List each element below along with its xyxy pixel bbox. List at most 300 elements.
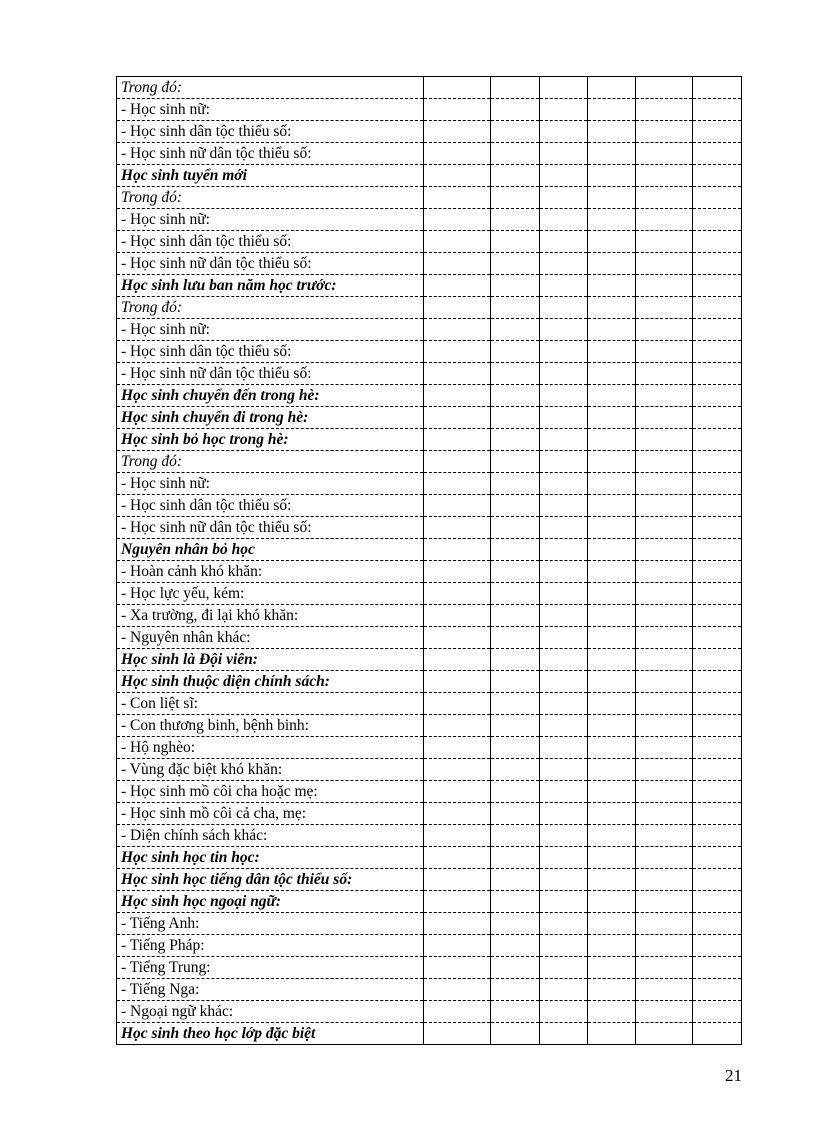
- value-cell: [540, 165, 588, 187]
- value-cell: [491, 275, 540, 297]
- value-cell: [693, 605, 742, 627]
- value-cell: [540, 847, 588, 869]
- value-cell: [424, 473, 491, 495]
- table-row: [117, 539, 742, 561]
- row-label: Trong đó:: [117, 187, 424, 209]
- value-cell: [588, 121, 636, 143]
- table-row: [117, 671, 742, 693]
- value-cell: [588, 979, 636, 1001]
- row-label: - Tiếng Nga:: [117, 979, 424, 1001]
- value-cell: [588, 473, 636, 495]
- value-cell: [693, 693, 742, 715]
- value-cell: [636, 605, 693, 627]
- value-cell: [491, 1023, 540, 1045]
- value-cell: [491, 363, 540, 385]
- value-cell: [693, 539, 742, 561]
- value-cell: [540, 231, 588, 253]
- value-cell: [540, 121, 588, 143]
- value-cell: [424, 583, 491, 605]
- table-row: [117, 165, 742, 187]
- value-cell: [540, 143, 588, 165]
- value-cell: [636, 935, 693, 957]
- value-cell: [588, 77, 636, 99]
- row-label: Trong đó:: [117, 297, 424, 319]
- value-cell: [588, 187, 636, 209]
- value-cell: [588, 143, 636, 165]
- row-label: - Học sinh nữ:: [117, 209, 424, 231]
- value-cell: [491, 121, 540, 143]
- value-cell: [491, 693, 540, 715]
- value-cell: [693, 297, 742, 319]
- value-cell: [693, 473, 742, 495]
- value-cell: [491, 407, 540, 429]
- value-cell: [424, 627, 491, 649]
- table-row: [117, 1001, 742, 1023]
- value-cell: [693, 979, 742, 1001]
- table-row: [117, 891, 742, 913]
- value-cell: [424, 935, 491, 957]
- value-cell: [540, 341, 588, 363]
- value-cell: [491, 1001, 540, 1023]
- value-cell: [693, 385, 742, 407]
- value-cell: [424, 869, 491, 891]
- table-row: [117, 935, 742, 957]
- value-cell: [693, 429, 742, 451]
- row-label: - Nguyên nhân khác:: [117, 627, 424, 649]
- value-cell: [540, 891, 588, 913]
- value-cell: [424, 693, 491, 715]
- value-cell: [588, 913, 636, 935]
- value-cell: [424, 847, 491, 869]
- value-cell: [693, 671, 742, 693]
- table-row: [117, 187, 742, 209]
- value-cell: [491, 891, 540, 913]
- value-cell: [636, 737, 693, 759]
- table-row: [117, 583, 742, 605]
- value-cell: [588, 891, 636, 913]
- value-cell: [588, 561, 636, 583]
- value-cell: [424, 825, 491, 847]
- value-cell: [588, 803, 636, 825]
- value-cell: [424, 715, 491, 737]
- value-cell: [693, 275, 742, 297]
- table-row: [117, 451, 742, 473]
- value-cell: [491, 561, 540, 583]
- value-cell: [424, 605, 491, 627]
- value-cell: [636, 385, 693, 407]
- value-cell: [540, 429, 588, 451]
- value-cell: [636, 187, 693, 209]
- value-cell: [424, 913, 491, 935]
- row-label: Học sinh học tiếng dân tộc thiểu số:: [117, 869, 424, 891]
- value-cell: [588, 781, 636, 803]
- value-cell: [491, 671, 540, 693]
- value-cell: [540, 539, 588, 561]
- value-cell: [540, 517, 588, 539]
- value-cell: [540, 275, 588, 297]
- value-cell: [588, 363, 636, 385]
- row-label: - Tiếng Anh:: [117, 913, 424, 935]
- value-cell: [588, 539, 636, 561]
- table-row: [117, 341, 742, 363]
- value-cell: [636, 715, 693, 737]
- value-cell: [540, 627, 588, 649]
- value-cell: [693, 143, 742, 165]
- value-cell: [693, 1001, 742, 1023]
- table-row: [117, 913, 742, 935]
- value-cell: [424, 253, 491, 275]
- value-cell: [588, 869, 636, 891]
- value-cell: [588, 715, 636, 737]
- value-cell: [636, 99, 693, 121]
- value-cell: [636, 363, 693, 385]
- value-cell: [636, 341, 693, 363]
- value-cell: [424, 561, 491, 583]
- value-cell: [693, 825, 742, 847]
- table-row: [117, 737, 742, 759]
- table-row: [117, 319, 742, 341]
- row-label: - Học sinh mồ côi cha hoặc mẹ:: [117, 781, 424, 803]
- table-row: [117, 1023, 742, 1045]
- value-cell: [588, 451, 636, 473]
- value-cell: [491, 979, 540, 1001]
- row-label: - Con liệt sĩ:: [117, 693, 424, 715]
- value-cell: [636, 759, 693, 781]
- row-label: - Con thương binh, bệnh binh:: [117, 715, 424, 737]
- value-cell: [693, 407, 742, 429]
- value-cell: [424, 407, 491, 429]
- value-cell: [540, 693, 588, 715]
- value-cell: [693, 913, 742, 935]
- value-cell: [636, 891, 693, 913]
- value-cell: [540, 495, 588, 517]
- row-label: - Học sinh nữ dân tộc thiểu số:: [117, 143, 424, 165]
- value-cell: [693, 77, 742, 99]
- value-cell: [636, 407, 693, 429]
- value-cell: [491, 297, 540, 319]
- table-row: [117, 99, 742, 121]
- value-cell: [491, 627, 540, 649]
- row-label: - Học sinh nữ dân tộc thiểu số:: [117, 363, 424, 385]
- value-cell: [491, 231, 540, 253]
- row-label: Học sinh là Đội viên:: [117, 649, 424, 671]
- value-cell: [491, 781, 540, 803]
- value-cell: [424, 209, 491, 231]
- value-cell: [540, 363, 588, 385]
- value-cell: [636, 231, 693, 253]
- value-cell: [693, 209, 742, 231]
- table-row: [117, 803, 742, 825]
- row-label: Học sinh thuộc diện chính sách:: [117, 671, 424, 693]
- value-cell: [636, 627, 693, 649]
- value-cell: [491, 539, 540, 561]
- value-cell: [491, 517, 540, 539]
- value-cell: [540, 715, 588, 737]
- value-cell: [491, 825, 540, 847]
- value-cell: [636, 847, 693, 869]
- value-cell: [693, 517, 742, 539]
- value-cell: [588, 407, 636, 429]
- value-cell: [636, 693, 693, 715]
- value-cell: [588, 649, 636, 671]
- value-cell: [588, 165, 636, 187]
- table-row: [117, 649, 742, 671]
- value-cell: [693, 1023, 742, 1045]
- value-cell: [540, 473, 588, 495]
- value-cell: [424, 297, 491, 319]
- table-row: [117, 693, 742, 715]
- value-cell: [424, 891, 491, 913]
- row-label: - Tiếng Trung:: [117, 957, 424, 979]
- value-cell: [491, 935, 540, 957]
- value-cell: [588, 231, 636, 253]
- value-cell: [693, 495, 742, 517]
- value-cell: [693, 561, 742, 583]
- value-cell: [491, 737, 540, 759]
- row-label: - Hoàn cảnh khó khăn:: [117, 561, 424, 583]
- row-label: Học sinh học ngoại ngữ:: [117, 891, 424, 913]
- value-cell: [491, 451, 540, 473]
- value-cell: [491, 847, 540, 869]
- value-cell: [491, 77, 540, 99]
- value-cell: [424, 539, 491, 561]
- value-cell: [636, 539, 693, 561]
- row-label: - Xa trường, đi lại khó khăn:: [117, 605, 424, 627]
- value-cell: [636, 979, 693, 1001]
- value-cell: [491, 385, 540, 407]
- table-row: [117, 715, 742, 737]
- value-cell: [491, 165, 540, 187]
- value-cell: [424, 759, 491, 781]
- value-cell: [636, 803, 693, 825]
- value-cell: [540, 605, 588, 627]
- value-cell: [491, 495, 540, 517]
- table-row: [117, 957, 742, 979]
- value-cell: [424, 187, 491, 209]
- value-cell: [588, 935, 636, 957]
- table-row: [117, 385, 742, 407]
- row-label: - Học sinh dân tộc thiểu số:: [117, 121, 424, 143]
- value-cell: [588, 759, 636, 781]
- value-cell: [693, 649, 742, 671]
- value-cell: [491, 253, 540, 275]
- value-cell: [636, 275, 693, 297]
- value-cell: [693, 363, 742, 385]
- value-cell: [540, 583, 588, 605]
- value-cell: [540, 77, 588, 99]
- table-row: [117, 847, 742, 869]
- value-cell: [588, 99, 636, 121]
- value-cell: [491, 583, 540, 605]
- value-cell: [424, 319, 491, 341]
- row-label: Trong đó:: [117, 77, 424, 99]
- row-label: - Vùng đặc biệt khó khăn:: [117, 759, 424, 781]
- value-cell: [540, 759, 588, 781]
- value-cell: [424, 957, 491, 979]
- value-cell: [424, 781, 491, 803]
- table-row: [117, 473, 742, 495]
- row-label: Học sinh học tin học:: [117, 847, 424, 869]
- row-label: Học sinh bỏ học trong hè:: [117, 429, 424, 451]
- value-cell: [588, 275, 636, 297]
- value-cell: [636, 495, 693, 517]
- value-cell: [588, 319, 636, 341]
- value-cell: [588, 517, 636, 539]
- value-cell: [491, 187, 540, 209]
- value-cell: [636, 451, 693, 473]
- row-label: - Học sinh dân tộc thiểu số:: [117, 341, 424, 363]
- table-row: [117, 231, 742, 253]
- value-cell: [540, 385, 588, 407]
- value-cell: [424, 737, 491, 759]
- row-label: - Học sinh nữ dân tộc thiểu số:: [117, 517, 424, 539]
- value-cell: [540, 209, 588, 231]
- value-cell: [636, 297, 693, 319]
- value-cell: [424, 451, 491, 473]
- value-cell: [693, 627, 742, 649]
- value-cell: [540, 649, 588, 671]
- value-cell: [636, 517, 693, 539]
- value-cell: [540, 869, 588, 891]
- value-cell: [636, 143, 693, 165]
- value-cell: [424, 385, 491, 407]
- value-cell: [424, 979, 491, 1001]
- value-cell: [424, 341, 491, 363]
- page-number: 21: [725, 1066, 742, 1085]
- row-label: Trong đó:: [117, 451, 424, 473]
- value-cell: [491, 803, 540, 825]
- value-cell: [424, 231, 491, 253]
- value-cell: [693, 803, 742, 825]
- value-cell: [588, 847, 636, 869]
- table-row: [117, 77, 742, 99]
- table-row: [117, 627, 742, 649]
- value-cell: [636, 473, 693, 495]
- value-cell: [588, 957, 636, 979]
- table-row: [117, 143, 742, 165]
- value-cell: [424, 77, 491, 99]
- value-cell: [636, 957, 693, 979]
- row-label: - Học sinh nữ dân tộc thiểu số:: [117, 253, 424, 275]
- value-cell: [588, 627, 636, 649]
- value-cell: [540, 913, 588, 935]
- value-cell: [693, 847, 742, 869]
- value-cell: [491, 869, 540, 891]
- value-cell: [491, 473, 540, 495]
- row-label: Học sinh theo học lớp đặc biệt: [117, 1023, 424, 1045]
- row-label: Học sinh chuyển đi trong hè:: [117, 407, 424, 429]
- value-cell: [588, 1001, 636, 1023]
- value-cell: [588, 605, 636, 627]
- table-row: [117, 121, 742, 143]
- table-row: [117, 253, 742, 275]
- value-cell: [540, 253, 588, 275]
- value-cell: [636, 1001, 693, 1023]
- value-cell: [540, 1023, 588, 1045]
- row-label: - Tiếng Pháp:: [117, 935, 424, 957]
- value-cell: [424, 495, 491, 517]
- value-cell: [636, 869, 693, 891]
- value-cell: [540, 561, 588, 583]
- row-label: - Học sinh nữ:: [117, 473, 424, 495]
- value-cell: [693, 231, 742, 253]
- table-row: [117, 429, 742, 451]
- value-cell: [693, 187, 742, 209]
- value-cell: [424, 1023, 491, 1045]
- table-row: [117, 561, 742, 583]
- value-cell: [636, 825, 693, 847]
- value-cell: [424, 649, 491, 671]
- value-cell: [693, 891, 742, 913]
- value-cell: [636, 671, 693, 693]
- table-row: [117, 979, 742, 1001]
- value-cell: [636, 781, 693, 803]
- value-cell: [540, 671, 588, 693]
- table-row: [117, 407, 742, 429]
- row-label: - Học sinh dân tộc thiểu số:: [117, 495, 424, 517]
- value-cell: [540, 979, 588, 1001]
- table-row: [117, 297, 742, 319]
- statistics-table: [116, 76, 742, 1045]
- value-cell: [424, 517, 491, 539]
- row-label: - Học sinh nữ:: [117, 99, 424, 121]
- value-cell: [491, 957, 540, 979]
- value-cell: [693, 99, 742, 121]
- value-cell: [693, 759, 742, 781]
- table-row: [117, 275, 742, 297]
- row-label: - Diện chính sách khác:: [117, 825, 424, 847]
- value-cell: [588, 1023, 636, 1045]
- value-cell: [491, 319, 540, 341]
- value-cell: [693, 583, 742, 605]
- value-cell: [636, 913, 693, 935]
- row-label: - Học sinh dân tộc thiểu số:: [117, 231, 424, 253]
- value-cell: [636, 583, 693, 605]
- table-row: [117, 759, 742, 781]
- value-cell: [491, 715, 540, 737]
- value-cell: [540, 957, 588, 979]
- value-cell: [491, 209, 540, 231]
- value-cell: [491, 649, 540, 671]
- row-label: Học sinh tuyển mới: [117, 165, 424, 187]
- value-cell: [588, 583, 636, 605]
- value-cell: [588, 253, 636, 275]
- value-cell: [636, 121, 693, 143]
- table-row: [117, 517, 742, 539]
- value-cell: [693, 935, 742, 957]
- value-cell: [540, 319, 588, 341]
- table-row: [117, 781, 742, 803]
- value-cell: [540, 803, 588, 825]
- row-label: - Hộ nghèo:: [117, 737, 424, 759]
- row-label: - Học sinh mồ côi cả cha, mẹ:: [117, 803, 424, 825]
- row-label: - Học lực yếu, kém:: [117, 583, 424, 605]
- table-row: [117, 363, 742, 385]
- value-cell: [424, 363, 491, 385]
- value-cell: [693, 451, 742, 473]
- value-cell: [693, 121, 742, 143]
- value-cell: [693, 781, 742, 803]
- value-cell: [424, 143, 491, 165]
- value-cell: [636, 77, 693, 99]
- value-cell: [588, 385, 636, 407]
- row-label: Học sinh chuyển đến trong hè:: [117, 385, 424, 407]
- value-cell: [588, 429, 636, 451]
- value-cell: [636, 319, 693, 341]
- value-cell: [636, 209, 693, 231]
- value-cell: [540, 737, 588, 759]
- value-cell: [424, 275, 491, 297]
